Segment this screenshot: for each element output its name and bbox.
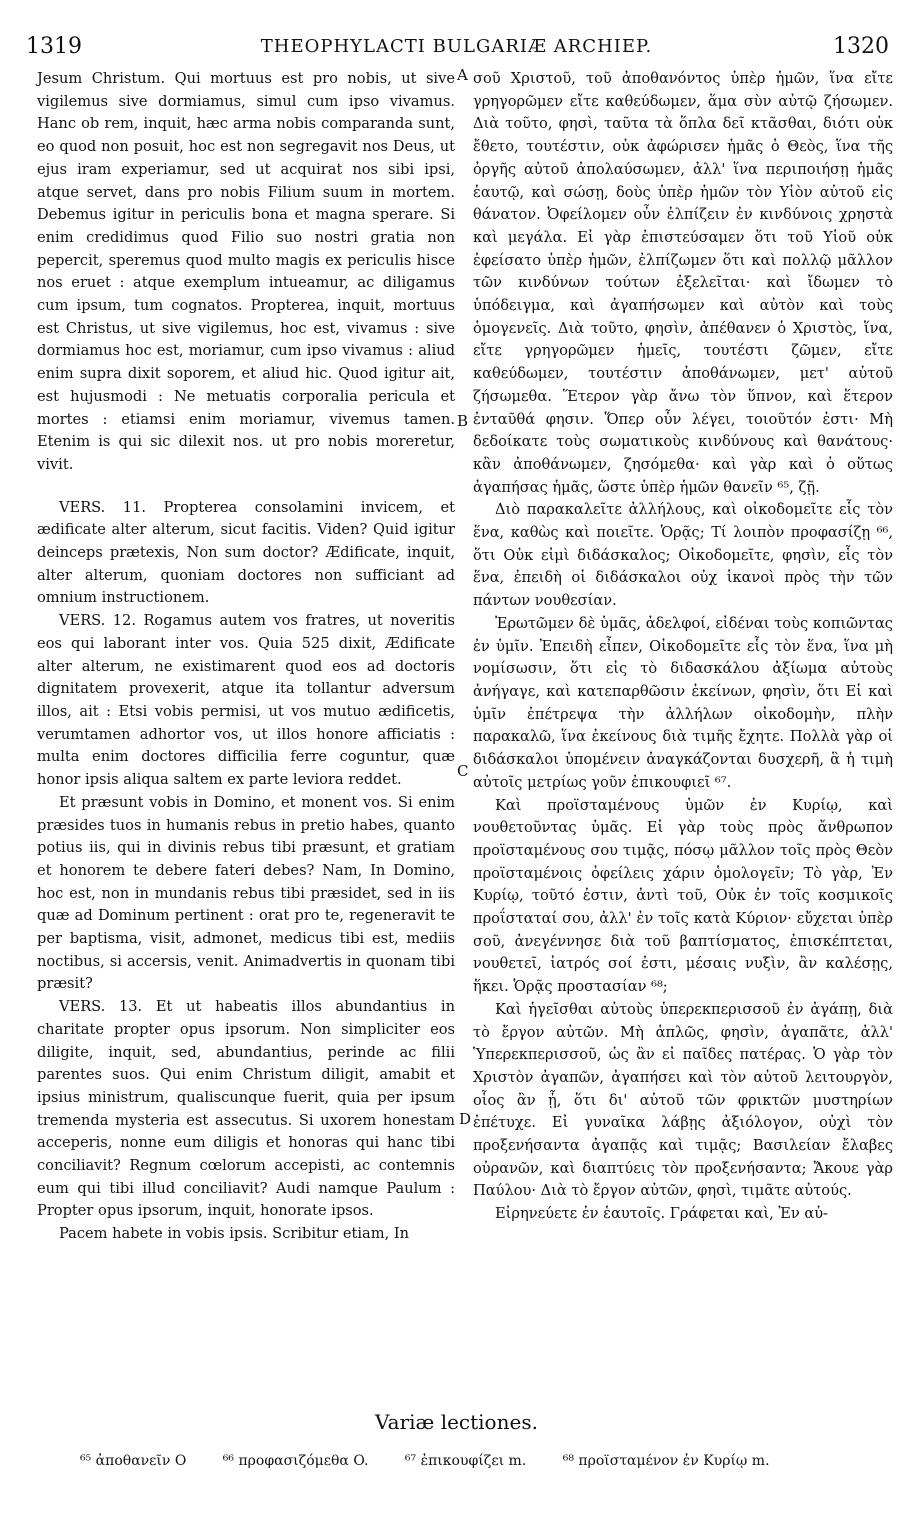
latin-paragraph: Et præsunt vobis in Domino, et monent vos. Si enim præsides tuos in humanis rebus in pretio habes, quanto potius iis, qui in divinis rebus tibi præsunt, et gratiam et honorem te debere fateri debes? Nam, In Domino, hoc est, non in mundanis rebus tibi præsidet, sed in iis quæ ad Dominum pertinent : orat pro te, regeneravit te per baptisma, visit, admonet, medicus tibi est, mediis noctibus, si accersis, venit. Animadvertis in quonam tibi præsit? (37, 793, 455, 993)
greek-paragraph: Καὶ ἡγεῖσθαι αὐτοὺς ὑπερεκπερισσοῦ ἐν ἀγάπῃ, διὰ τὸ ἔργον αὐτῶν. Μὴ ἁπλῶς, φησὶν, ἀγαπᾶτε, ἀλλ' Ὑπερεκπερισσοῦ, ὡς ἂν εἰ παῖδες πατέρας. Ὁ γὰρ τὸν Χριστὸν ἀγαπῶν, ἀγαπήσει καὶ τὸν αὐτοῦ λειτουργὸν, οἷος ἂν ᾖ, ὅτι δι' αὐτοῦ τῶν φρικτῶν μυστηρίων ἐπέτυχε. Εἰ γυναῖκα λάβῃς ἀξιόλογον, οὐχὶ τὸν προξενήσαντα ἀγαπᾷς καὶ τιμᾷς; Βασιλείαν ἔλαβες οὐρανῶν, καὶ διαπτύεις τὸν προξενήσαντα; Ἄκουε γὰρ Παύλου· Διὰ τὸ ἔργον αὐτῶν, φησὶ, τιμᾶτε αὐτούς. (473, 1000, 893, 1200)
margin-marker-b: B (457, 412, 469, 430)
variae-lectiones-notes (80, 1453, 880, 1469)
variant-note: ⁶⁵ ἀποθανεῖν O (80, 1453, 187, 1469)
latin-paragraph: Pacem habete in vobis ipsis. Scribitur etiam, In (59, 1225, 410, 1243)
latin-column (37, 68, 455, 1246)
latin-paragraph: VERS. 13. Et ut habeatis illos abundantius in charitate propter opus ipsorum. Non simpliciter eos diligite, inquit, sed, abundantius, perinde ac filii parentes suos. Qui enim Christum diligit, amabit et ipsius ministrum, qualiscunque fuerit, quia per ipsum tremenda mysteria est assecutus. Si uxorem honestam acceperis, nonne eum diligis et honoras qui hanc tibi conciliavit? Regnum cœlorum accepisti, ac contemnis eum qui tibi illud conciliavit? Audi namque Paulum : Propter opus ipsorum, inquit, honorate ipsos. (37, 998, 455, 1220)
page-header (20, 34, 893, 64)
variae-lectiones-heading: Variæ lectiones. (375, 1410, 538, 1434)
page-number-left: 1319 (26, 34, 82, 59)
margin-marker-d: D (459, 1110, 472, 1128)
greek-paragraph: Εἰρηνεύετε ἐν ἑαυτοῖς. Γράφεται καὶ, Ἐν αὐ- (495, 1205, 828, 1223)
variant-note: ⁶⁸ προϊσταμένον ἐν Κυρίῳ m. (562, 1453, 770, 1469)
running-title: THEOPHYLACTI BULGARIÆ ARCHIEP. (260, 36, 653, 57)
greek-paragraph: Διὸ παρακαλεῖτε ἀλλήλους, καὶ οἰκοδομεῖτε εἷς τὸν ἕνα, καθὼς καὶ ποιεῖτε. Ὁρᾷς; Τί λοιπὸν προφασίζῃ ⁶⁶, ὅτι Οὐκ εἰμὶ διδάσκαλος; Οἰκοδομεῖτε, φησὶν, εἷς τὸν ἕνα, ἐπειδὴ οἱ διδάσκαλοι οὐχ ἱκανοὶ πρὸς τὴν τῶν πάντων νουθεσίαν. (473, 501, 893, 610)
variant-note: ⁶⁶ προφασιζόμεθα O. (222, 1453, 369, 1469)
margin-marker-c: C (457, 762, 469, 780)
margin-marker-a: A (457, 66, 468, 84)
greek-paragraph: Ἐρωτῶμεν δὲ ὑμᾶς, ἀδελφοί, εἰδέναι τοὺς κοπιῶντας ἐν ὑμῖν. Ἐπειδὴ εἶπεν, Οἰκοδομεῖτε εἷς τὸν ἕνα, ἵνα μὴ νομίσωσιν, ὅτι εἰς τὸ διδασκάλου ἀξίωμα αὐτοὺς ἀνήγαγε, καὶ κατεπαρθῶσιν ἐκείνων, φησὶν, ὅτι Εἰ καὶ ὑμῖν ἐπέτρεψα τὴν ἀλλήλων οἰκοδομὴν, πλὴν παρακαλῶ, ἵνα ἐκείνους διὰ τιμῆς ἔχητε. Πολλὰ γὰρ οἱ διδάσκαλοι ὑπομένειν ἀναγκάζονται δυσχερῆ, ἃ ἡ τιμὴ αὐτοῖς μετρίως γοῦν ἐπικουφιεῖ ⁶⁷. (473, 614, 893, 791)
latin-paragraph: VERS. 11. Propterea consolamini invicem, et ædificate alter alterum, sicut facitis. Viden? Quid igitur deinceps prætexis, Non sum doctor? Ædificate, inquit, alter alterum, quoniam doctores non sufficiant ad omnium instructionem. (37, 498, 455, 607)
latin-paragraph: Jesum Christum. Qui mortuus est pro nobis, ut sive vigilemus sive dormiamus, simul cum ipso vivamus. Hanc ob rem, inquit, hæc arma nobis comparanda sunt, eo quod non posuit, hoc est non segregavit nos Deus, ut ejus iram experiamur, sed ut acquirat nos sibi ipsi, atque servet, dans pro nobis Filium suum in mortem. Debemus igitur in periculis bona et magna sperare. Si enim credidimus quod Filio suo nostri gratia non pepercit, speremus quod multo magis ex periculis hisce nos eruet : atque exemplum intueamur, ac diligamus cum ipsum, tum cognatos. Propterea, inquit, mortuus est Christus, ut sive vigilemus, hoc est, vivamus : sive dormiamus hoc est, moriamur, cum ipso vivamus : aliud enim supra dixit soporem, et aliud hic. Quod igitur ait, est hujusmodi : Ne metuatis corporalia pericula et mortes : etiamsi enim moriamur, vivemus tamen. Etenim is qui sic dilexit nos. ut pro nobis moreretur, vivit. (37, 70, 455, 473)
latin-paragraph: VERS. 12. Rogamus autem vos fratres, ut noveritis eos qui laborant inter vos. Quia 525 dixit, Ædificate alter alterum, ne existimarent quod eos ad doctoris dignitatem provexerit, atque ita tollantur adversum illos, ait : Etsi vobis permisi, ut vos mutuo ædificetis, verumtamen adhortor vos, ut illos honore afficiatis : multa enim doctores difficilia ferre coguntur, quæ honor ipsis aliqua saltem ex parte leviora reddet. (37, 612, 455, 789)
greek-paragraph: Καὶ προϊσταμένους ὑμῶν ἐν Κυρίῳ, καὶ νουθετοῦντας ὑμᾶς. Εἰ γὰρ τοὺς πρὸς ἄνθρωπον προϊσταμένους σου τιμᾷς, πόσῳ μᾶλλον τοῖς πρὸς Θεὸν προϊσταμένοις ὀφείλεις χάριν ὁμολογεῖν; Τὸ γὰρ, Ἐν Κυρίῳ, τοῦτό ἐστιν, ἀντὶ τοῦ, Οὐκ ἐν τοῖς κοσμικοῖς προΐσταταί σου, ἀλλ' ἐν τοῖς κατὰ Κύριον· εὔχεται ὑπὲρ σοῦ, ἀνεγέννησε διὰ τοῦ βαπτίσματος, ἐπισκέπτεται, νουθετεῖ, ἰατρός σοί ἐστι, μέσαις νυξὶν, ἂν καλέσῃς, ἥκει. Ὁρᾷς προστασίαν ⁶⁸; (473, 796, 893, 996)
greek-column (473, 68, 893, 1226)
variant-note: ⁶⁷ ἐπικουφίζει m. (404, 1453, 527, 1469)
greek-paragraph: σοῦ Χριστοῦ, τοῦ ἀποθανόντος ὑπὲρ ἡμῶν, ἵνα εἴτε γρηγορῶμεν εἴτε καθεύδωμεν, ἅμα σὺν αὐτῷ ζήσωμεν. Διὰ τοῦτο, φησὶ, ταῦτα τὰ ὅπλα δεῖ κτᾶσθαι, διότι οὐκ ἔθετο, τουτέστιν, οὐκ ἀφώρισεν ἡμᾶς ὁ Θεὸς, ἵνα τῆς ὀργῆς αὐτοῦ ἀπολαύσωμεν, ἀλλ' ἵνα περιποιήσῃ ἡμᾶς ἑαυτῷ, καὶ σώσῃ, δοὺς ὑπὲρ ἡμῶν τὸν Υἱὸν αὐτοῦ εἰς θάνατον. Ὀφείλομεν οὖν ἐλπίζειν ἐν κινδύνοις χρηστὰ καὶ μεγάλα. Εἰ γὰρ ἐπιστεύσαμεν ὅτι τοῦ Υἱοῦ οὐκ ἐφείσατο ὑπὲρ ἡμῶν, ἐλπίζωμεν ὅτι καὶ πολλῷ μᾶλλον τῶν κινδύνων τούτων ἐξελεῖται· καὶ ἴδωμεν τὸ ὑπόδειγμα, καὶ ἀγαπήσωμεν καὶ αὐτὸν καὶ τοὺς ὁμογενεῖς. Διὰ τοῦτο, φησὶν, ἀπέθανεν ὁ Χριστὸς, ἵνα, εἴτε γρηγορῶμεν ἡμεῖς, τουτέστι ζῶμεν, εἴτε καθεύδωμεν, τουτέστιν ἀποθάνωμεν, μετ' αὐτοῦ ζήσωμεθα. Ἕτερον γὰρ ἄνω τὸν ὕπνον, καὶ ἕτερον ἐνταῦθά φησιν. Ὅπερ οὖν λέγει, τοιοῦτόν ἐστι· Μὴ δεδοίκατε τοὺς σωματικοὺς κινδύνους καὶ θανάτους· κἂν ἀποθάνωμεν, ζησόμεθα· καὶ γὰρ καὶ ὁ οὕτως ἀγαπήσας ἡμᾶς, ὥστε ὑπὲρ ἡμῶν θανεῖν ⁶⁵, ζῇ. (473, 70, 893, 496)
page-number-right: 1320 (833, 34, 889, 59)
